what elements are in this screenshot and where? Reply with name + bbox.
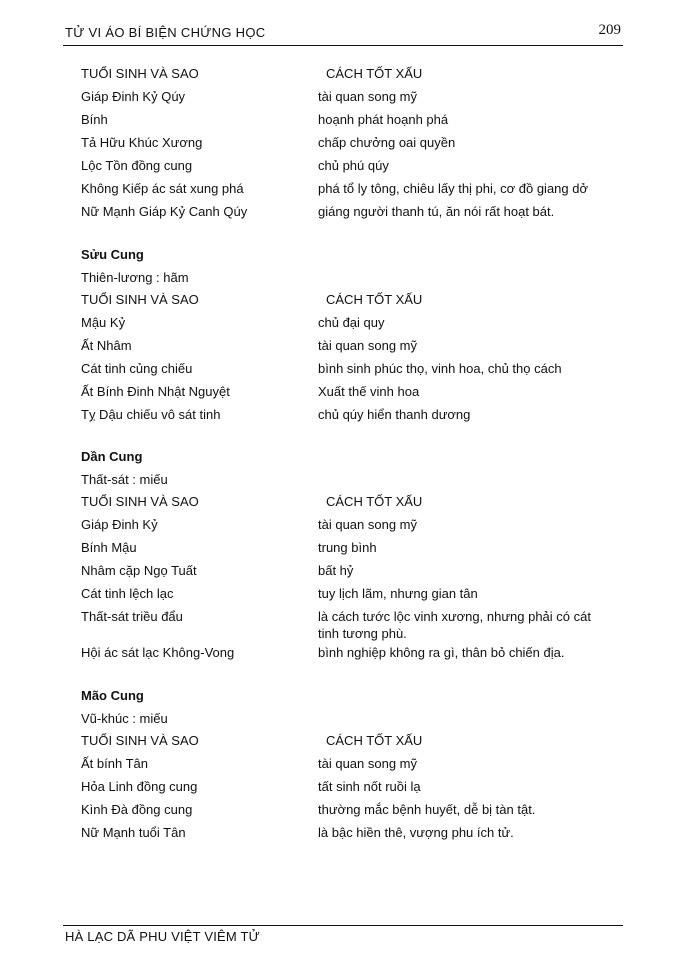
row-right: bình nghiệp không ra gì, thân bỏ chiến địa.	[318, 645, 565, 660]
table-row	[81, 822, 621, 845]
row-left: Không Kiếp ác sát xung phá	[81, 181, 244, 196]
table-row	[81, 642, 621, 665]
row-left: Bính	[81, 112, 108, 127]
section-title: Mão Cung	[81, 688, 144, 703]
table-row	[81, 404, 621, 427]
row-right: thường mắc bệnh huyết, dễ bị tàn tật.	[318, 802, 536, 817]
row-right: chủ phú qúy	[318, 158, 389, 173]
section-subtitle: Vũ-khúc : miếu	[81, 711, 168, 726]
row-right: tuy lịch lãm, nhưng gian tân	[318, 586, 478, 601]
table-row	[81, 537, 621, 560]
row-right: giáng người thanh tú, ăn nói rất hoạt bát.	[318, 204, 555, 219]
row-right: chấp chưởng oai quyền	[318, 135, 456, 150]
row-right: chủ đại quy	[318, 315, 385, 330]
row-right: tài quan song mỹ	[318, 756, 418, 771]
row-right: phá tổ ly tông, chiêu lấy thị phi, cơ đồ giang dở	[318, 181, 588, 196]
section-title: Sửu Cung	[81, 247, 144, 262]
row-right: tất sinh nốt ruồi lạ	[318, 779, 421, 794]
row-right: tài quan song mỹ	[318, 89, 418, 104]
row-left: Nhâm cặp Ngọ Tuất	[81, 563, 197, 578]
column-header-row	[81, 730, 621, 753]
section-subtitle: Thất-sát : miếu	[81, 472, 168, 487]
table-row	[81, 381, 621, 404]
table-row	[81, 86, 621, 109]
table-row	[81, 155, 621, 178]
table-row	[81, 606, 621, 642]
intro-table	[81, 63, 621, 224]
column-header-row	[81, 63, 621, 86]
column-header-left: TUỔI SINH VÀ SAO	[81, 494, 199, 509]
row-left: Lộc Tồn đồng cung	[81, 158, 193, 173]
row-right: Xuất thế vinh hoa	[318, 384, 420, 399]
column-header-row	[81, 491, 621, 514]
table-row	[81, 799, 621, 822]
section-subtitle: Thiên-lương : hãm	[81, 270, 189, 285]
table-row	[81, 312, 621, 335]
section-suu-cung	[81, 243, 621, 427]
row-left: Cát tinh lệch lạc	[81, 586, 174, 601]
row-left: Tả Hữu Khúc Xương	[81, 135, 203, 150]
section-dan-cung	[81, 445, 621, 665]
row-right: hoạnh phát hoạnh phá	[318, 112, 449, 127]
table-row	[81, 132, 621, 155]
table-row	[81, 514, 621, 537]
row-right: tài quan song mỹ	[318, 517, 418, 532]
page-content	[81, 63, 621, 845]
table-row	[81, 560, 621, 583]
row-left: Kình Đà đồng cung	[81, 802, 193, 817]
table-row	[81, 358, 621, 381]
section-title: Dần Cung	[81, 449, 143, 464]
table-row	[81, 335, 621, 358]
row-left: Thất-sát triều đẩu	[81, 609, 183, 624]
running-title: TỬ VI ÁO BÍ BIỆN CHỨNG HỌC	[65, 25, 266, 40]
row-right: trung bình	[318, 540, 377, 555]
column-header-left: TUỔI SINH VÀ SAO	[81, 66, 199, 81]
row-left: Ất Bính Đinh Nhật Nguyệt	[81, 384, 230, 399]
column-header-right: CÁCH TỐT XẤU	[326, 733, 423, 748]
row-right: là cách tước lộc vinh xương, nhưng phải có cát tinh tương phù.	[318, 609, 591, 641]
row-left: Giáp Đinh Kỷ Qúy	[81, 89, 186, 104]
row-left: Bính Mậu	[81, 540, 137, 555]
row-left: Cát tinh củng chiếu	[81, 361, 193, 376]
row-left: Tỵ Dậu chiếu vô sát tinh	[81, 407, 221, 422]
row-right: chủ qúy hiển thanh dương	[318, 407, 471, 422]
row-left: Hỏa Linh đồng cung	[81, 779, 198, 794]
column-header-left: TUỔI SINH VÀ SAO	[81, 292, 199, 307]
row-right: bình sinh phúc thọ, vinh hoa, chủ thọ cách	[318, 361, 562, 376]
row-left: Mậu Kỷ	[81, 315, 126, 330]
table-row	[81, 776, 621, 799]
table-row	[81, 753, 621, 776]
table-row	[81, 201, 621, 224]
page-number: 209	[598, 22, 621, 38]
row-right: tài quan song mỹ	[318, 338, 418, 353]
table-row	[81, 178, 621, 201]
row-left: Nữ Mạnh Giáp Kỷ Canh Qúy	[81, 204, 248, 219]
column-header-right: CÁCH TỐT XẤU	[326, 292, 423, 307]
row-left: Ất Nhâm	[81, 338, 132, 353]
column-header-right: CÁCH TỐT XẤU	[326, 66, 423, 81]
row-left: Nữ Mạnh tuổi Tân	[81, 825, 186, 840]
table-row	[81, 583, 621, 606]
section-mao-cung	[81, 684, 621, 845]
column-header-row	[81, 289, 621, 312]
row-right: bất hỷ	[318, 563, 354, 578]
row-left: Giáp Đinh Kỷ	[81, 517, 158, 532]
row-left: Hội ác sát lạc Không-Vong	[81, 645, 235, 660]
page-header	[63, 22, 623, 46]
row-right: là bậc hiền thê, vượng phu ích tử.	[318, 825, 514, 840]
page-footer	[63, 925, 623, 944]
footer-text: HÀ LẠC DÃ PHU VIỆT VIÊM TỬ	[65, 929, 260, 944]
table-row	[81, 109, 621, 132]
row-left: Ất bính Tân	[81, 756, 148, 771]
column-header-left: TUỔI SINH VÀ SAO	[81, 733, 199, 748]
column-header-right: CÁCH TỐT XẤU	[326, 494, 423, 509]
